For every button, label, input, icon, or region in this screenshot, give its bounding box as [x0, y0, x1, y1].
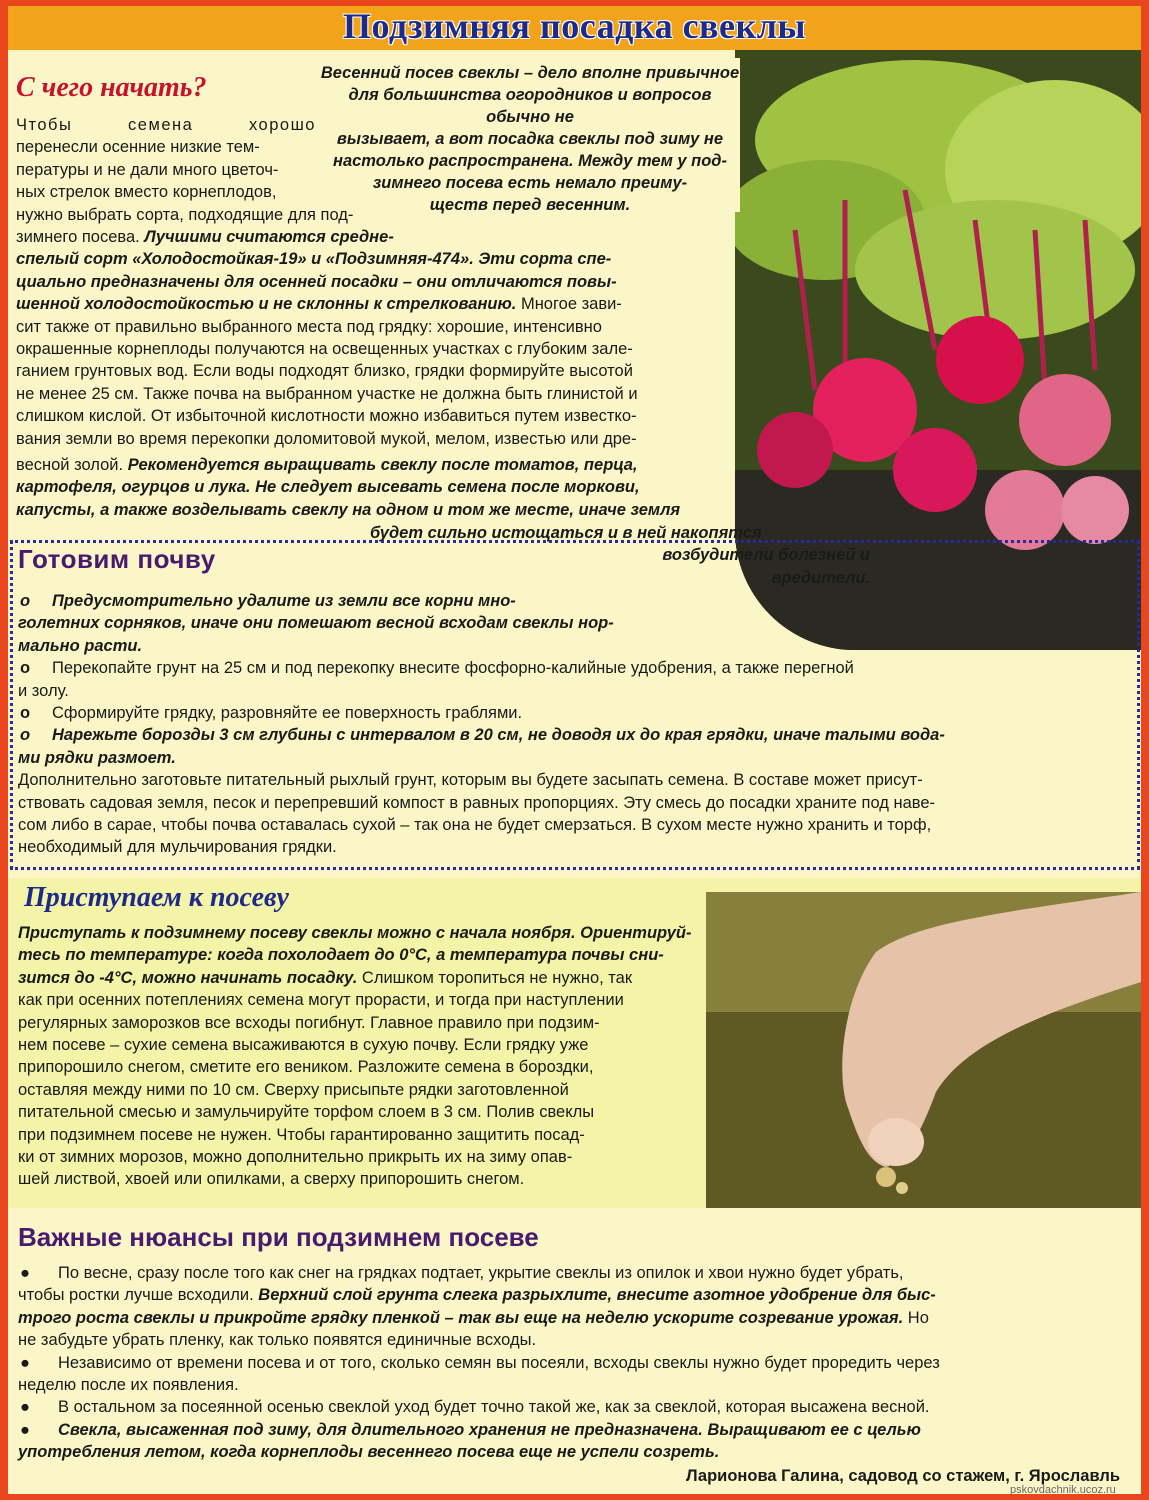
bold-line: циально предназначены для осенней посадки – они отличаются повы-	[16, 272, 617, 291]
lead-line: Весенний посев свеклы – дело вполне привычное	[320, 64, 740, 82]
text-line	[16, 293, 776, 315]
bold-line: тесь по температуре: когда похолодает до 0°С, а температура почвы сни-	[18, 946, 664, 965]
text-span: Слишком торопиться не нужно, так	[361, 968, 633, 987]
text-span: весной золой.	[16, 456, 124, 474]
bullet-ring-icon: o	[20, 659, 31, 678]
text-line	[16, 454, 831, 476]
list-text: Сформируйте грядку, разровняйте ее поверхность граблями.	[52, 704, 523, 723]
list-item-cont: и золу.	[18, 681, 69, 700]
list-text: В остальном за посеянной осенью свеклой уход будет точно такой же, как за свеклой, которая высажена весной.	[58, 1398, 930, 1417]
soil-list	[18, 590, 1132, 859]
text-line	[18, 1307, 1132, 1329]
text-span: чтобы ростки лучше всходили.	[18, 1286, 254, 1305]
text-line: сом либо в сарае, чтобы почва оставалась сухой – так она не будет смерзаться. В сухом месте нужно хранить и торф,	[18, 816, 932, 835]
bold-line: Приступать к подзимнему посеву свеклы можно с начала ноября. Ориентируй-	[18, 924, 692, 942]
heading-sowing: Приступаем к посеву	[24, 882, 289, 913]
heading-soil: Готовим почву	[18, 544, 216, 574]
text-line: неделю после их появления.	[18, 1376, 239, 1395]
text-line: вания земли во время перекопки доломитовой мукой, мелом, известью или дре-	[16, 429, 637, 448]
text-line: сит также от правильно выбранного места под грядку: хорошие, интенсивно	[16, 317, 602, 336]
text-line: оставляя между ними по 10 см. Сверху присыпьте рядки заготовленной	[18, 1080, 569, 1099]
text-line	[16, 226, 776, 248]
intro-text	[16, 114, 316, 204]
text-line: шей листвой, хвоей или опилками, а сверху припорошить снегом.	[18, 1170, 525, 1189]
text-line: ных стрелок вместо корнеплодов,	[16, 183, 277, 202]
list-text: По весне, сразу после того как снег на грядках подтает, укрытие свеклы из опилок и хвои нужно будет убрать,	[58, 1264, 904, 1282]
list-item	[18, 702, 1132, 724]
text-line: припорошило снегом, сметите его веником. Разложите семена в бороздки,	[18, 1058, 594, 1077]
text-line: при подзимнем посеве не нужен. Чтобы гарантированно защитить посад-	[18, 1125, 585, 1144]
watermark: pskovdachnik.ucoz.ru	[1010, 1484, 1116, 1496]
text-line: регулярных заморозков все всходы погибнут. Главное правило при подзим-	[18, 1013, 600, 1032]
heading-start: С чего начать?	[16, 72, 207, 103]
varieties-text	[16, 226, 776, 450]
lead-line: настолько распространена. Между тем у под-	[332, 152, 727, 170]
bullet-ring-icon: o	[20, 592, 31, 610]
bullet-disc-icon: ●	[20, 1420, 30, 1439]
bullet-ring-icon: o	[20, 704, 31, 723]
text-line: перенесли осенние низкие тем-	[16, 138, 260, 157]
bold-span: Лучшими считаются средне-	[144, 228, 394, 246]
bullet-disc-icon: ●	[20, 1353, 30, 1372]
page-title: Подзимняя посадка свеклы	[342, 6, 807, 46]
bold-span: шенной холодостойкостью и не склонны к стрелкованию.	[16, 295, 517, 314]
bold-line: вредители.	[771, 568, 870, 587]
list-text: Свекла, высаженная под зиму, для длительного хранения не предназначена. Выращивают ее с целью	[58, 1420, 921, 1439]
lead-line: зимнего посева есть немало преиму-	[372, 174, 688, 192]
list-item	[18, 1396, 1132, 1418]
bold-span: зится до -4°С, можно начинать посадку.	[18, 968, 358, 987]
bullet-disc-icon: ●	[20, 1264, 30, 1282]
list-item	[18, 590, 772, 612]
bold-line: капусты, а также возделывать свеклу на одном и том же месте, иначе земля	[16, 500, 681, 519]
bold-span: Рекомендуется выращивать свеклу после томатов, перца,	[127, 456, 638, 474]
list-item-cont: голетних сорняков, иначе они помешают весной всходам свеклы нор-	[18, 614, 614, 633]
bullet-disc-icon: ●	[20, 1398, 30, 1417]
text-line: ганием грунтовых вод. Если воды подходят близко, грядки формируйте высотой	[16, 362, 633, 381]
bold-span: трого роста свеклы и прикройте грядку пленкой – так вы еще на неделю ускорите созревание урожая.	[18, 1308, 904, 1327]
lead-line: вызывает, а вот посадка свеклы под зиму не	[336, 130, 724, 148]
list-item	[18, 1262, 1132, 1284]
text-span: Но	[907, 1308, 929, 1327]
text-line: ки от зимних морозов, можно дополнительно прикрыть их на зиму опав-	[18, 1148, 573, 1167]
list-item-cont: ми рядки размоет.	[18, 748, 176, 767]
text-line: Чтобы семена хорошо	[16, 116, 316, 134]
list-item	[18, 1419, 1132, 1441]
bold-line: спелый сорт «Холодостойкая-19» и «Подзимняя-474». Эти сорта спе-	[16, 250, 612, 269]
sowing-text	[18, 922, 818, 1191]
text-line: ствовать садовая земля, песок и перепревший компост в равных пропорциях. Эту смесь до посадки храните под наве-	[18, 793, 936, 812]
text-span: Многое зави-	[520, 295, 622, 314]
list-text: Независимо от времени посева и от того, сколько семян вы посеяли, всходы свеклы нужно будет проредить через	[58, 1353, 940, 1372]
text-line: необходимый для мульчирования грядки.	[18, 838, 337, 857]
rotation-text	[16, 454, 831, 521]
text-line: не менее 25 см. Также почва на выбранном участке не должна быть глинистой и	[16, 384, 638, 403]
text-line: питательной смесью и замульчируйте торфом слоем в 3 см. Полив свеклы	[18, 1103, 595, 1122]
nuances-list	[18, 1262, 1132, 1464]
bold-line: картофеля, огурцов и лука. Не следует высевать семена после моркови,	[16, 478, 640, 497]
list-item-cont: мально расти.	[18, 636, 143, 655]
text-line: нужно выбрать сорта, подходящие для под-	[16, 206, 354, 224]
author-signature: Ларионова Галина, садовод со стажем, г. Ярославль	[685, 1467, 1120, 1485]
list-item	[18, 724, 1132, 746]
list-text: Нарежьте борозды 3 см глубины с интервалом в 20 см, не доводя их до края грядки, иначе талыми вода-	[52, 726, 945, 745]
text-line: пературы и не дали много цветоч-	[16, 160, 279, 179]
list-item	[18, 657, 1132, 679]
list-item	[18, 1352, 1132, 1374]
text-line	[18, 1284, 1132, 1306]
text-line: не забудьте убрать пленку, как только появятся единичные всходы.	[18, 1331, 537, 1350]
lead-line: ществ перед весенним.	[429, 196, 631, 214]
bullet-ring-icon: o	[20, 726, 31, 745]
heading-nuances: Важные нюансы при подзимнем посеве	[18, 1222, 539, 1252]
text-line: Дополнительно заготовьте питательный рыхлый грунт, которым вы будете засыпать семена. В составе может присут-	[18, 771, 923, 790]
list-text: Перекопайте грунт на 25 см и под перекопку внесите фосфорно-калийные удобрения, а также перегной	[52, 659, 854, 678]
text-span: зимнего посева.	[16, 228, 140, 246]
lead-line: для большинства огородников и вопросов обычно не	[348, 86, 712, 126]
bold-span: Верхний слой грунта слегка разрыхлите, внесите азотное удобрение для быс-	[258, 1286, 936, 1305]
text-line: слишком кислой. От избыточной кислотности можно избавиться путем известко-	[16, 407, 637, 426]
bold-line: употребления летом, когда корнеплоды весеннего посева еще не успели созреть.	[18, 1443, 720, 1462]
text-line: как при осенних потеплениях семена могут прорасти, и тогда при наступлении	[18, 991, 624, 1010]
bold-line: будет сильно истощаться и в ней накопятся	[370, 524, 762, 542]
list-text: Предусмотрительно удалите из земли все корни мно-	[52, 592, 516, 610]
bold-line: возбудители болезней и	[662, 546, 870, 565]
text-line: окрашенные корнеплоды получаются на освещенных участках с глубоким зале-	[16, 340, 633, 359]
lead-paragraph	[320, 58, 740, 212]
text-line: нем посеве – сухие семена высаживаются в сухую почву. Если грядку уже	[18, 1036, 589, 1055]
text-line	[18, 967, 818, 989]
